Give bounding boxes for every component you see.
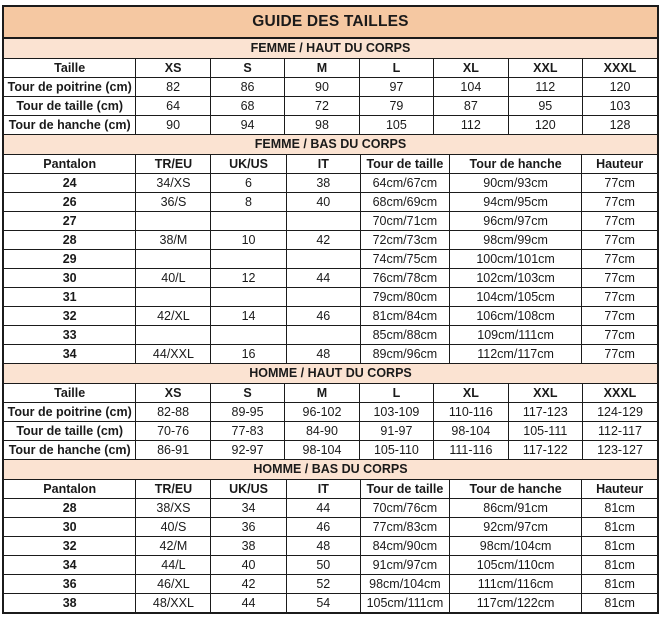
data-cell: 77cm bbox=[582, 288, 657, 307]
column-header: XXL bbox=[508, 59, 582, 78]
data-cell: 105-110 bbox=[359, 441, 433, 460]
column-header: TR/EU bbox=[136, 155, 211, 174]
section-table-2 bbox=[4, 384, 657, 459]
data-cell: 48 bbox=[286, 345, 360, 364]
data-cell: 94 bbox=[210, 116, 284, 135]
row-label-cell: 29 bbox=[4, 250, 136, 269]
data-cell: 64cm/67cm bbox=[361, 174, 450, 193]
data-cell: 91cm/97cm bbox=[361, 556, 450, 575]
column-header: UK/US bbox=[211, 480, 286, 499]
row-label-cell: Tour de taille (cm) bbox=[4, 422, 136, 441]
data-cell: 91-97 bbox=[359, 422, 433, 441]
column-header: XL bbox=[434, 384, 508, 403]
data-cell: 46 bbox=[286, 518, 360, 537]
column-header: Tour de taille bbox=[361, 155, 450, 174]
table-row bbox=[4, 307, 657, 326]
data-cell: 96-102 bbox=[285, 403, 359, 422]
data-cell: 72 bbox=[285, 97, 359, 116]
data-cell: 6 bbox=[211, 174, 286, 193]
data-cell: 103-109 bbox=[359, 403, 433, 422]
data-cell: 79 bbox=[359, 97, 433, 116]
data-cell: 77cm bbox=[582, 269, 657, 288]
section-header-bas-3: HOMME / BAS DU CORPS bbox=[4, 459, 657, 480]
data-cell: 105-111 bbox=[508, 422, 582, 441]
data-cell: 112 bbox=[508, 78, 582, 97]
data-cell: 68 bbox=[210, 97, 284, 116]
data-cell bbox=[286, 288, 360, 307]
table-row bbox=[4, 193, 657, 212]
data-cell: 97 bbox=[359, 78, 433, 97]
table-row bbox=[4, 594, 657, 613]
data-cell: 112-117 bbox=[583, 422, 657, 441]
data-cell: 38/XS bbox=[136, 499, 211, 518]
data-cell: 89-95 bbox=[210, 403, 284, 422]
data-cell: 102cm/103cm bbox=[449, 269, 582, 288]
column-header: Pantalon bbox=[4, 480, 136, 499]
data-cell: 70cm/71cm bbox=[361, 212, 450, 231]
data-cell: 105cm/110cm bbox=[449, 556, 582, 575]
data-cell: 42/XL bbox=[136, 307, 211, 326]
data-cell: 81cm bbox=[582, 575, 657, 594]
column-header: IT bbox=[286, 155, 360, 174]
data-cell: 38 bbox=[286, 174, 360, 193]
column-header: Taille bbox=[4, 384, 136, 403]
row-label-cell: 32 bbox=[4, 307, 136, 326]
row-label-cell: Tour de taille (cm) bbox=[4, 97, 136, 116]
data-cell: 70cm/76cm bbox=[361, 499, 450, 518]
data-cell: 40/L bbox=[136, 269, 211, 288]
data-cell: 90 bbox=[136, 116, 210, 135]
data-cell: 105 bbox=[359, 116, 433, 135]
table-row bbox=[4, 97, 657, 116]
data-cell: 81cm bbox=[582, 594, 657, 613]
data-cell: 104 bbox=[434, 78, 508, 97]
table-row bbox=[4, 403, 657, 422]
column-header: M bbox=[285, 384, 359, 403]
data-cell: 124-129 bbox=[583, 403, 657, 422]
data-cell: 52 bbox=[286, 575, 360, 594]
data-cell: 79cm/80cm bbox=[361, 288, 450, 307]
data-cell: 96cm/97cm bbox=[449, 212, 582, 231]
column-header: M bbox=[285, 59, 359, 78]
data-cell: 98cm/104cm bbox=[449, 537, 582, 556]
table-row bbox=[4, 174, 657, 193]
table-row bbox=[4, 231, 657, 250]
data-cell: 12 bbox=[211, 269, 286, 288]
table-row bbox=[4, 212, 657, 231]
data-cell: 82 bbox=[136, 78, 210, 97]
data-cell: 111-116 bbox=[434, 441, 508, 460]
section-header-haut-0: FEMME / HAUT DU CORPS bbox=[4, 39, 657, 59]
data-cell bbox=[286, 326, 360, 345]
data-cell: 54 bbox=[286, 594, 360, 613]
column-header: XS bbox=[136, 59, 210, 78]
data-cell: 50 bbox=[286, 556, 360, 575]
table-row bbox=[4, 556, 657, 575]
data-cell: 98-104 bbox=[434, 422, 508, 441]
table-row bbox=[4, 288, 657, 307]
data-cell: 42 bbox=[286, 231, 360, 250]
table-row bbox=[4, 250, 657, 269]
data-cell: 94cm/95cm bbox=[449, 193, 582, 212]
row-label-cell: 31 bbox=[4, 288, 136, 307]
data-cell: 112 bbox=[434, 116, 508, 135]
section-table-1 bbox=[4, 155, 657, 363]
row-label-cell: 27 bbox=[4, 212, 136, 231]
data-cell: 100cm/101cm bbox=[449, 250, 582, 269]
data-cell bbox=[136, 250, 211, 269]
data-cell: 38/M bbox=[136, 231, 211, 250]
data-cell: 70-76 bbox=[136, 422, 210, 441]
data-cell bbox=[211, 212, 286, 231]
data-cell: 117cm/122cm bbox=[449, 594, 582, 613]
data-cell: 105cm/111cm bbox=[361, 594, 450, 613]
data-cell: 120 bbox=[583, 78, 657, 97]
data-cell: 109cm/111cm bbox=[449, 326, 582, 345]
data-cell: 14 bbox=[211, 307, 286, 326]
sections-container bbox=[4, 39, 657, 612]
data-cell: 42 bbox=[211, 575, 286, 594]
data-cell: 81cm/84cm bbox=[361, 307, 450, 326]
row-label-cell: 30 bbox=[4, 269, 136, 288]
data-cell: 112cm/117cm bbox=[449, 345, 582, 364]
data-cell: 90cm/93cm bbox=[449, 174, 582, 193]
data-cell: 38 bbox=[211, 537, 286, 556]
data-cell: 34/XS bbox=[136, 174, 211, 193]
row-label-cell: 36 bbox=[4, 575, 136, 594]
column-header: TR/EU bbox=[136, 480, 211, 499]
row-label-cell: 26 bbox=[4, 193, 136, 212]
page-title: GUIDE DES TAILLES bbox=[4, 7, 657, 39]
data-cell: 98-104 bbox=[285, 441, 359, 460]
data-cell: 77-83 bbox=[210, 422, 284, 441]
table-row bbox=[4, 518, 657, 537]
table-row bbox=[4, 326, 657, 345]
table-row bbox=[4, 537, 657, 556]
column-header: Tour de hanche bbox=[449, 480, 582, 499]
size-guide-sheet bbox=[2, 5, 659, 614]
data-cell: 89cm/96cm bbox=[361, 345, 450, 364]
section-header-bas-1: FEMME / BAS DU CORPS bbox=[4, 134, 657, 155]
row-label-cell: Tour de poitrine (cm) bbox=[4, 78, 136, 97]
table-row bbox=[4, 269, 657, 288]
row-label-cell: 34 bbox=[4, 556, 136, 575]
data-cell: 98 bbox=[285, 116, 359, 135]
data-cell: 81cm bbox=[582, 499, 657, 518]
data-cell: 85cm/88cm bbox=[361, 326, 450, 345]
table-row bbox=[4, 441, 657, 460]
data-cell: 48/XXL bbox=[136, 594, 211, 613]
data-cell: 44 bbox=[286, 499, 360, 518]
data-cell: 77cm bbox=[582, 212, 657, 231]
data-cell: 36/S bbox=[136, 193, 211, 212]
data-cell: 103 bbox=[583, 97, 657, 116]
column-header-row bbox=[4, 59, 657, 78]
column-header: Pantalon bbox=[4, 155, 136, 174]
column-header: Taille bbox=[4, 59, 136, 78]
data-cell: 77cm bbox=[582, 250, 657, 269]
column-header: UK/US bbox=[211, 155, 286, 174]
data-cell: 44/XXL bbox=[136, 345, 211, 364]
data-cell: 86 bbox=[210, 78, 284, 97]
data-cell: 40/S bbox=[136, 518, 211, 537]
data-cell: 77cm bbox=[582, 326, 657, 345]
data-cell bbox=[136, 326, 211, 345]
data-cell: 77cm bbox=[582, 231, 657, 250]
data-cell: 74cm/75cm bbox=[361, 250, 450, 269]
table-row bbox=[4, 116, 657, 135]
column-header: XXXL bbox=[583, 59, 657, 78]
data-cell: 87 bbox=[434, 97, 508, 116]
data-cell: 120 bbox=[508, 116, 582, 135]
row-label-cell: Tour de hanche (cm) bbox=[4, 441, 136, 460]
data-cell bbox=[211, 250, 286, 269]
data-cell: 98cm/99cm bbox=[449, 231, 582, 250]
row-label-cell: 38 bbox=[4, 594, 136, 613]
data-cell: 77cm bbox=[582, 193, 657, 212]
data-cell: 128 bbox=[583, 116, 657, 135]
data-cell: 40 bbox=[286, 193, 360, 212]
data-cell: 90 bbox=[285, 78, 359, 97]
data-cell: 10 bbox=[211, 231, 286, 250]
row-label-cell: 30 bbox=[4, 518, 136, 537]
data-cell: 95 bbox=[508, 97, 582, 116]
column-header: XS bbox=[136, 384, 210, 403]
data-cell bbox=[136, 288, 211, 307]
data-cell: 117-122 bbox=[508, 441, 582, 460]
data-cell bbox=[286, 212, 360, 231]
column-header: XXL bbox=[508, 384, 582, 403]
data-cell: 84cm/90cm bbox=[361, 537, 450, 556]
data-cell bbox=[286, 250, 360, 269]
data-cell: 40 bbox=[211, 556, 286, 575]
row-label-cell: 28 bbox=[4, 499, 136, 518]
table-row bbox=[4, 422, 657, 441]
data-cell: 64 bbox=[136, 97, 210, 116]
data-cell bbox=[136, 212, 211, 231]
data-cell: 48 bbox=[286, 537, 360, 556]
data-cell: 8 bbox=[211, 193, 286, 212]
section-table-3 bbox=[4, 480, 657, 612]
row-label-cell: Tour de hanche (cm) bbox=[4, 116, 136, 135]
row-label-cell: Tour de poitrine (cm) bbox=[4, 403, 136, 422]
data-cell: 76cm/78cm bbox=[361, 269, 450, 288]
column-header: Hauteur bbox=[582, 155, 657, 174]
section-header-haut-2: HOMME / HAUT DU CORPS bbox=[4, 363, 657, 384]
data-cell: 34 bbox=[211, 499, 286, 518]
column-header: S bbox=[210, 384, 284, 403]
column-header: XXXL bbox=[583, 384, 657, 403]
data-cell: 77cm bbox=[582, 307, 657, 326]
data-cell: 123-127 bbox=[583, 441, 657, 460]
data-cell: 92cm/97cm bbox=[449, 518, 582, 537]
row-label-cell: 24 bbox=[4, 174, 136, 193]
data-cell: 98cm/104cm bbox=[361, 575, 450, 594]
table-row bbox=[4, 499, 657, 518]
column-header: Tour de taille bbox=[361, 480, 450, 499]
row-label-cell: 32 bbox=[4, 537, 136, 556]
data-cell: 81cm bbox=[582, 518, 657, 537]
data-cell: 44 bbox=[211, 594, 286, 613]
data-cell bbox=[211, 326, 286, 345]
data-cell: 77cm/83cm bbox=[361, 518, 450, 537]
table-row bbox=[4, 345, 657, 364]
data-cell: 92-97 bbox=[210, 441, 284, 460]
data-cell bbox=[211, 288, 286, 307]
data-cell: 44 bbox=[286, 269, 360, 288]
row-label-cell: 34 bbox=[4, 345, 136, 364]
data-cell: 86cm/91cm bbox=[449, 499, 582, 518]
data-cell: 111cm/116cm bbox=[449, 575, 582, 594]
data-cell: 44/L bbox=[136, 556, 211, 575]
data-cell: 81cm bbox=[582, 537, 657, 556]
data-cell: 46/XL bbox=[136, 575, 211, 594]
data-cell: 77cm bbox=[582, 345, 657, 364]
data-cell: 110-116 bbox=[434, 403, 508, 422]
data-cell: 72cm/73cm bbox=[361, 231, 450, 250]
data-cell: 42/M bbox=[136, 537, 211, 556]
column-header: XL bbox=[434, 59, 508, 78]
data-cell: 82-88 bbox=[136, 403, 210, 422]
column-header: Hauteur bbox=[582, 480, 657, 499]
table-row bbox=[4, 78, 657, 97]
column-header: S bbox=[210, 59, 284, 78]
data-cell: 46 bbox=[286, 307, 360, 326]
row-label-cell: 28 bbox=[4, 231, 136, 250]
section-table-0 bbox=[4, 59, 657, 134]
column-header-row bbox=[4, 155, 657, 174]
column-header: L bbox=[359, 384, 433, 403]
data-cell: 68cm/69cm bbox=[361, 193, 450, 212]
data-cell: 86-91 bbox=[136, 441, 210, 460]
data-cell: 106cm/108cm bbox=[449, 307, 582, 326]
column-header: Tour de hanche bbox=[449, 155, 582, 174]
row-label-cell: 33 bbox=[4, 326, 136, 345]
data-cell: 77cm bbox=[582, 174, 657, 193]
column-header-row bbox=[4, 384, 657, 403]
data-cell: 117-123 bbox=[508, 403, 582, 422]
data-cell: 104cm/105cm bbox=[449, 288, 582, 307]
column-header: L bbox=[359, 59, 433, 78]
data-cell: 16 bbox=[211, 345, 286, 364]
table-row bbox=[4, 575, 657, 594]
column-header: IT bbox=[286, 480, 360, 499]
data-cell: 36 bbox=[211, 518, 286, 537]
data-cell: 84-90 bbox=[285, 422, 359, 441]
column-header-row bbox=[4, 480, 657, 499]
data-cell: 81cm bbox=[582, 556, 657, 575]
